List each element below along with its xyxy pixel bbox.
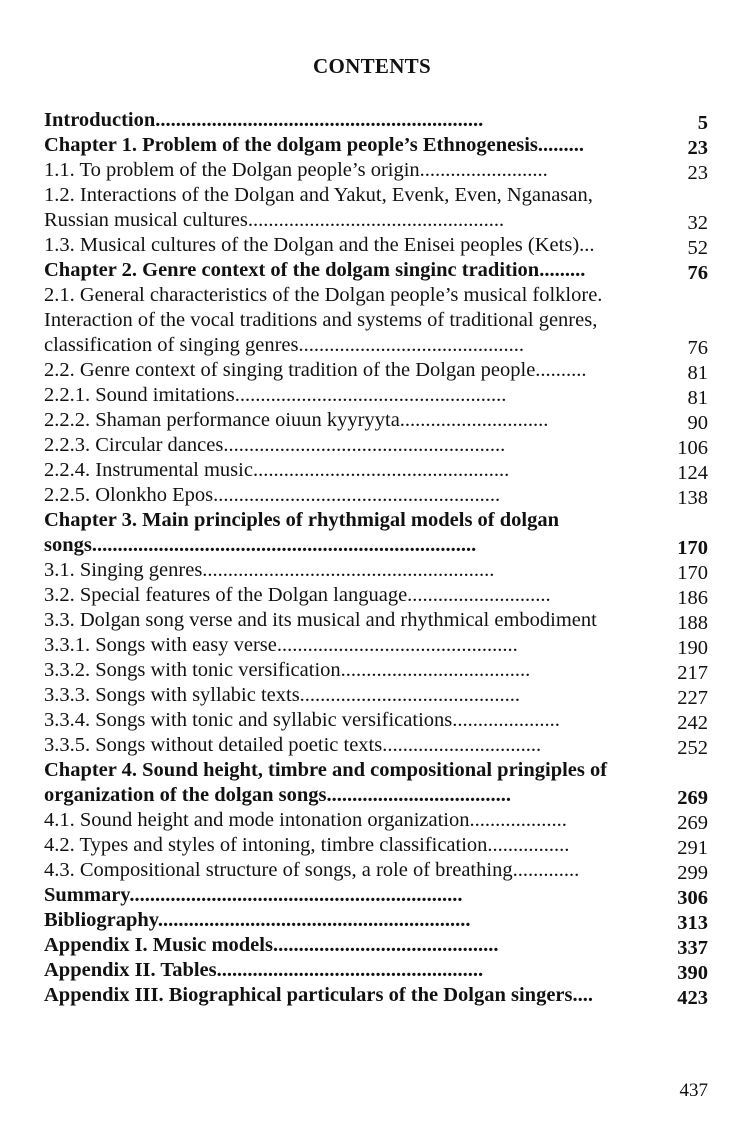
toc-entry-page: 52 [687, 237, 708, 259]
toc-entry-page: 76 [687, 337, 708, 359]
toc-entry [44, 733, 720, 758]
toc-entry-page: 291 [677, 837, 708, 859]
toc-entry-page: 23 [687, 137, 708, 159]
toc-entry-title: Chapter 1. Problem of the dolgam people’s Ethnogenesis......... [44, 134, 585, 156]
toc-entry-title: 3.3.3. Songs with syllabic texts........................................... [44, 684, 521, 706]
page-title: CONTENTS [313, 54, 431, 78]
toc-entry [44, 883, 720, 908]
toc-entry-page: 124 [677, 462, 708, 484]
toc-entry [44, 658, 720, 683]
toc-entry [44, 233, 720, 258]
toc-entry-page: 242 [677, 712, 708, 734]
toc-entry-page: 269 [677, 812, 708, 834]
toc-entry [44, 133, 720, 158]
toc-entry [44, 608, 720, 633]
toc-entry [44, 833, 720, 858]
toc-entry-title: 3.2. Special features of the Dolgan language............................ [44, 584, 551, 606]
toc-entry-title: 3.3.5. Songs without detailed poetic texts............................... [44, 734, 542, 756]
toc-entry [44, 808, 720, 833]
toc-entry [44, 758, 720, 808]
toc-entry-title: 2.2.5. Olonkho Epos........................................................ [44, 484, 501, 506]
toc-entry-title: 2.2. Genre context of singing tradition of the Dolgan people.......... [44, 359, 587, 381]
toc-entry-page: 81 [687, 387, 708, 409]
toc-entry [44, 558, 720, 583]
toc-entry-title: Chapter 2. Genre context of the dolgam singinc tradition......... [44, 259, 586, 281]
toc-entry-page: 23 [687, 162, 708, 184]
toc-entry-title: Bibliography............................................................. [44, 909, 471, 931]
toc-entry-title: Chapter 4. Sound height, timbre and compositional pringiples of organization of the dolgan songs.................................... [44, 759, 608, 806]
toc-entry-page: 5 [697, 112, 708, 134]
toc-entry-title: 3.1. Singing genres......................................................... [44, 559, 495, 581]
toc-entry-title: 3.3.1. Songs with easy verse............................................... [44, 634, 518, 656]
page-number: 437 [679, 1080, 708, 1101]
toc-entry [44, 108, 720, 133]
toc-entry-page: 217 [677, 662, 708, 684]
toc-entry-title: 2.1. General characteristics of the Dolgan people’s musical folklore. Interaction of the vocal traditions and systems of traditional genres, classification of singing genres............................................ [44, 284, 603, 356]
toc-entry [44, 983, 720, 1008]
toc-entry [44, 933, 720, 958]
toc-entry-title: Introduction................................................................ [44, 109, 484, 131]
toc-entry [44, 283, 720, 358]
table-of-contents [44, 108, 720, 1008]
toc-entry-page: 81 [687, 362, 708, 384]
toc-entry [44, 858, 720, 883]
toc-entry-title: 3.3.2. Songs with tonic versification..................................... [44, 659, 531, 681]
toc-entry-title: 2.2.3. Circular dances....................................................... [44, 434, 506, 456]
toc-entry-title: Appendix I. Music models............................................ [44, 934, 499, 956]
toc-entry-page: 269 [677, 787, 708, 809]
toc-entry-title: 4.1. Sound height and mode intonation organization................... [44, 809, 567, 831]
toc-entry [44, 458, 720, 483]
toc-entry-page: 390 [677, 962, 708, 984]
toc-entry-page: 170 [677, 537, 708, 559]
toc-entry-page: 423 [677, 987, 708, 1009]
toc-entry-page: 227 [677, 687, 708, 709]
toc-entry-page: 190 [677, 637, 708, 659]
toc-entry-page: 32 [687, 212, 708, 234]
toc-entry [44, 958, 720, 983]
toc-entry-page: 299 [677, 862, 708, 884]
toc-entry [44, 483, 720, 508]
toc-entry-page: 106 [677, 437, 708, 459]
toc-entry-page: 252 [677, 737, 708, 759]
toc-entry-title: Summary................................................................. [44, 884, 463, 906]
toc-entry [44, 433, 720, 458]
toc-entry-title: Appendix II. Tables.................................................... [44, 959, 484, 981]
toc-entry [44, 258, 720, 283]
toc-entry-page: 90 [687, 412, 708, 434]
toc-entry [44, 183, 720, 233]
toc-entry-title: 3.3.4. Songs with tonic and syllabic versifications..................... [44, 709, 560, 731]
toc-entry-title: 1.3. Musical cultures of the Dolgan and the Enisei peoples (Kets)... [44, 234, 595, 256]
toc-entry [44, 683, 720, 708]
toc-entry-page: 138 [677, 487, 708, 509]
toc-entry-page: 76 [687, 262, 708, 284]
toc-entry-title: Chapter 3. Main principles of rhythmigal models of dolgan songs........................................................................... [44, 509, 559, 556]
toc-entry [44, 383, 720, 408]
toc-entry-page: 170 [677, 562, 708, 584]
toc-entry [44, 583, 720, 608]
toc-entry-title: 4.3. Compositional structure of songs, a role of breathing............. [44, 859, 580, 881]
toc-entry [44, 508, 720, 558]
toc-entry-title: 2.2.1. Sound imitations..................................................... [44, 384, 507, 406]
toc-entry-title: 1.2. Interactions of the Dolgan and Yakut, Evenk, Even, Nganasan, Russian musical cultures.................................................. [44, 184, 593, 231]
toc-entry [44, 158, 720, 183]
toc-entry-page: 313 [677, 912, 708, 934]
toc-entry-title: 2.2.4. Instrumental music.................................................. [44, 459, 510, 481]
toc-entry-page: 337 [677, 937, 708, 959]
toc-entry-title: 4.2. Types and styles of intoning, timbre classification................ [44, 834, 570, 856]
toc-entry [44, 408, 720, 433]
toc-entry-page: 188 [677, 612, 708, 634]
toc-entry [44, 358, 720, 383]
toc-entry-title: 1.1. To problem of the Dolgan people’s origin......................... [44, 159, 548, 181]
toc-entry-page: 306 [677, 887, 708, 909]
toc-entry-page: 186 [677, 587, 708, 609]
toc-entry-title: 2.2.2. Shaman performance oiuun kyyryyta............................. [44, 409, 549, 431]
toc-entry-title: 3.3. Dolgan song verse and its musical and rhythmical embodiment [44, 609, 597, 631]
toc-entry [44, 708, 720, 733]
toc-entry [44, 633, 720, 658]
toc-entry [44, 908, 720, 933]
toc-entry-title: Appendix III. Biographical particulars of the Dolgan singers.... [44, 984, 593, 1006]
